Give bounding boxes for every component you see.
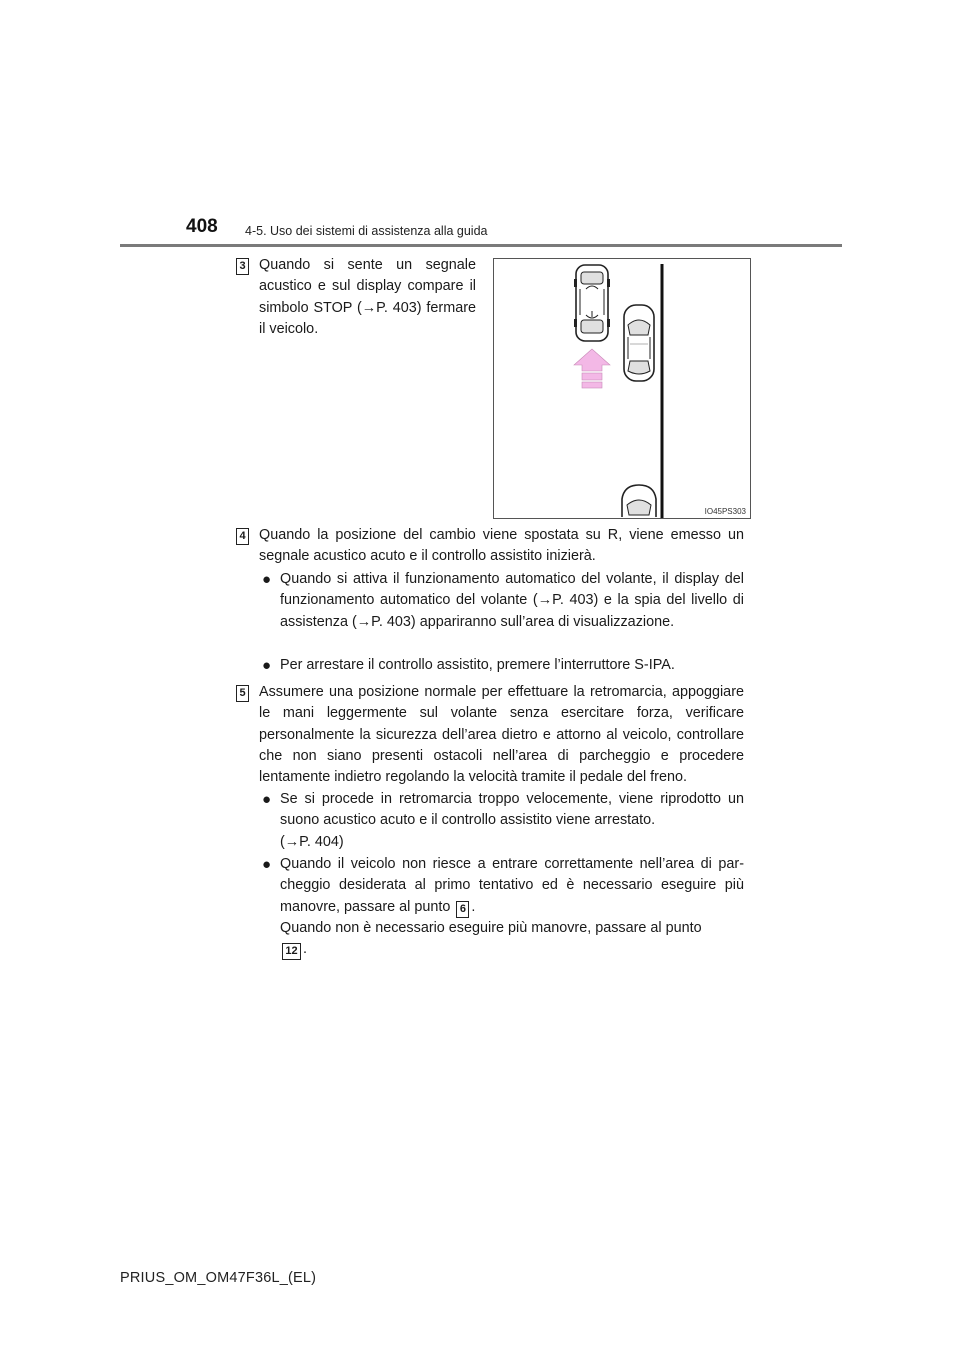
bullet-icon: ● bbox=[262, 856, 272, 873]
bullet-icon: ● bbox=[262, 791, 272, 808]
step-5-bullet-1 bbox=[280, 789, 744, 853]
parking-illustration bbox=[493, 258, 751, 519]
step-3-text: Quando si sente un segnale acustico e sul display compare il simbolo STOP (→P. 403) fermare il veicolo. bbox=[259, 257, 476, 337]
bullet-icon: ● bbox=[262, 571, 272, 588]
reversing-car-icon bbox=[574, 265, 610, 341]
step-4-bullet-2: Per arrestare il controllo assistito, premere l’interruttore S-IPA. bbox=[280, 657, 675, 673]
step-4-bullet-1: Quando si attiva il funzionamento automatico del volante, il display del funzionamento automatico del volante (→P. 403) e la spia del livello di assistenza (→P. 403) appariranno sull’area di visualizzazione. bbox=[280, 571, 744, 630]
page-number: 408 bbox=[186, 216, 218, 237]
step-5-bullet-2 bbox=[280, 854, 744, 960]
step-3-badge: 3 bbox=[236, 258, 249, 275]
reverse-direction-arrow bbox=[574, 349, 610, 388]
arrow-bar-2 bbox=[582, 382, 602, 388]
rear-parked-car-icon bbox=[622, 485, 656, 517]
arrow-bar-1 bbox=[582, 373, 602, 380]
header-divider bbox=[120, 244, 842, 247]
step-5-bullet-1-text: Se si procede in retromarcia troppo velocemente, viene riprodotto un suono acustico acuto e il controllo assistito viene arrestato. bbox=[280, 791, 744, 829]
step-5-text: Assumere una posizione normale per effettuare la retromarcia, appoggiare le mani leggermente sul volante senza esercitare forza, verificare personalmente la sicurezza dell’area dietro e attorno al veicolo, controllare che non siano presenti ostacoli nell’area di parcheggio e procedere lentamente indietro regolando la velocità tramite il pedale del freno. bbox=[259, 684, 744, 786]
figure-code: IO45PS303 bbox=[704, 507, 746, 516]
step-4-text: Quando la posizione del cambio viene spostata su R, viene emesso un segnale acustico acuto e il controllo assistito inizierà. bbox=[259, 527, 744, 565]
page-reference: (→P. 404) bbox=[280, 833, 344, 850]
period: . bbox=[303, 941, 307, 958]
step-5-bullet-2-text-b: Quando non è necessario eseguire più manovre, passare al punto bbox=[280, 919, 702, 936]
bullet-icon: ● bbox=[262, 657, 272, 674]
step-5-badge: 5 bbox=[236, 685, 249, 702]
document-id: PRIUS_OM_OM47F36L_(EL) bbox=[120, 1270, 317, 1286]
section-title: 4-5. Uso dei sistemi di assistenza alla guida bbox=[245, 224, 488, 238]
period: . bbox=[471, 898, 476, 915]
step-ref-badge: 6 bbox=[456, 901, 469, 918]
parking-diagram bbox=[494, 259, 750, 518]
step-4-badge: 4 bbox=[236, 528, 249, 545]
arrow-head bbox=[574, 349, 610, 371]
step-ref-badge: 12 bbox=[282, 943, 301, 960]
parked-car-icon bbox=[624, 305, 654, 381]
step-5-bullet-2-text-a: Quando il veicolo non riesce a entrare correttamente nell’area di parcheggio desiderata al primo tentativo ed è necessario eseguire più manovre, passare al punto bbox=[280, 856, 744, 915]
